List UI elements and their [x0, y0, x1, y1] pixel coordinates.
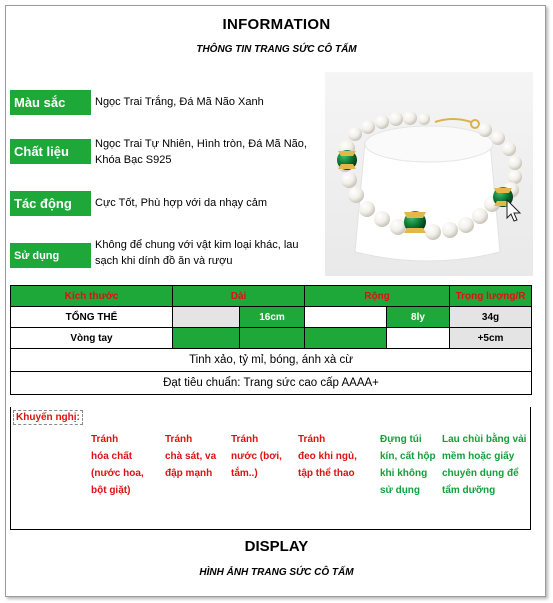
- table-row: [11, 372, 532, 395]
- advice-line: Tránh: [91, 434, 119, 445]
- table-row: [11, 307, 532, 328]
- row-width: [387, 328, 450, 349]
- recommendation-label: Khuyến nghị:: [13, 410, 83, 425]
- advice-item: [165, 431, 216, 482]
- display-subtitle: HÌNH ẢNH TRANG SỨC CÔ TẤM: [199, 567, 354, 578]
- page-title: INFORMATION: [222, 16, 331, 33]
- advice-line: Tránh: [231, 434, 259, 445]
- advice-line: bột giặt): [91, 485, 131, 496]
- bracelet-image: [325, 72, 533, 276]
- table-cell: [305, 328, 387, 349]
- advice-line: đeo khi ngủ,: [298, 451, 357, 462]
- header-width: Rộng: [305, 286, 450, 307]
- info-value: Cực Tốt, Phù hợp với da nhạy cảm: [95, 197, 267, 209]
- advice-line: chà sát, va: [165, 451, 217, 462]
- quality-note: Tinh xảo, tỷ mỉ, bóng, ánh xà cừ: [11, 349, 532, 372]
- advice-item: [231, 431, 282, 482]
- row-weight: +5cm: [450, 328, 532, 349]
- advice-line: (nước hoa,: [91, 468, 144, 479]
- info-label: Chất liệu: [10, 139, 91, 164]
- info-value: Ngọc Trai Trắng, Đá Mã Não Xanh: [95, 96, 264, 108]
- advice-line: Tránh: [165, 434, 193, 445]
- info-label: Sử dụng: [10, 243, 91, 268]
- advice-line: Tránh: [298, 434, 326, 445]
- standard-note: Đạt tiêu chuẩn: Trang sức cao cấp AAAA+: [11, 372, 532, 395]
- row-length: [240, 328, 305, 349]
- advice-line: Đựng túi: [380, 434, 422, 445]
- advice-line: kín, cất hộp: [380, 451, 436, 462]
- advice-item: [442, 431, 526, 499]
- info-value: Không để chung với vật kim loại khác, lau sạch khi dính đồ ăn và rượu: [95, 239, 299, 267]
- row-weight: 34g: [450, 307, 532, 328]
- advice-line: tẩm dưỡng: [442, 485, 496, 496]
- info-label: Tác động: [10, 191, 91, 216]
- row-width: 8ly: [387, 307, 450, 328]
- table-cell: [173, 307, 240, 328]
- recommendation-box: [10, 407, 531, 530]
- header-length: Dài: [173, 286, 305, 307]
- table-row: [11, 349, 532, 372]
- advice-line: sử dụng: [380, 485, 421, 496]
- advice-line: mềm hoặc giấy: [442, 451, 515, 462]
- advice-line: tập thể thao: [298, 468, 355, 479]
- table-cell: [305, 307, 387, 328]
- advice-item: [298, 431, 357, 482]
- row-length: 16cm: [240, 307, 305, 328]
- advice-line: tắm..): [231, 468, 258, 479]
- advice-item: [380, 431, 436, 499]
- advice-line: hóa chất: [91, 451, 133, 462]
- advice-line: nước (bơi,: [231, 451, 282, 462]
- table-row: [11, 328, 532, 349]
- row-name: TỔNG THỂ: [11, 307, 173, 328]
- display-title: DISPLAY: [244, 538, 309, 555]
- page-subtitle: THÔNG TIN TRANG SỨC CÔ TẤM: [196, 44, 357, 55]
- table-header: [11, 286, 532, 307]
- advice-line: đập mạnh: [165, 468, 213, 479]
- info-label: Màu sắc: [10, 90, 91, 115]
- advice-line: chuyên dụng để: [442, 468, 519, 479]
- product-photo: [325, 72, 533, 276]
- advice-item: [91, 431, 144, 499]
- table-cell: [173, 328, 240, 349]
- size-table: [10, 285, 532, 395]
- row-name: Vòng tay: [11, 328, 173, 349]
- header-size: Kích thước: [11, 286, 173, 307]
- header-weight: Trọng lượng/R: [450, 286, 532, 307]
- advice-line: khi không: [380, 468, 428, 479]
- info-value: Ngọc Trai Tự Nhiên, Hình tròn, Đá Mã Não, Khóa Bạc S925: [95, 138, 307, 166]
- advice-line: Lau chùi bằng vải: [442, 434, 527, 445]
